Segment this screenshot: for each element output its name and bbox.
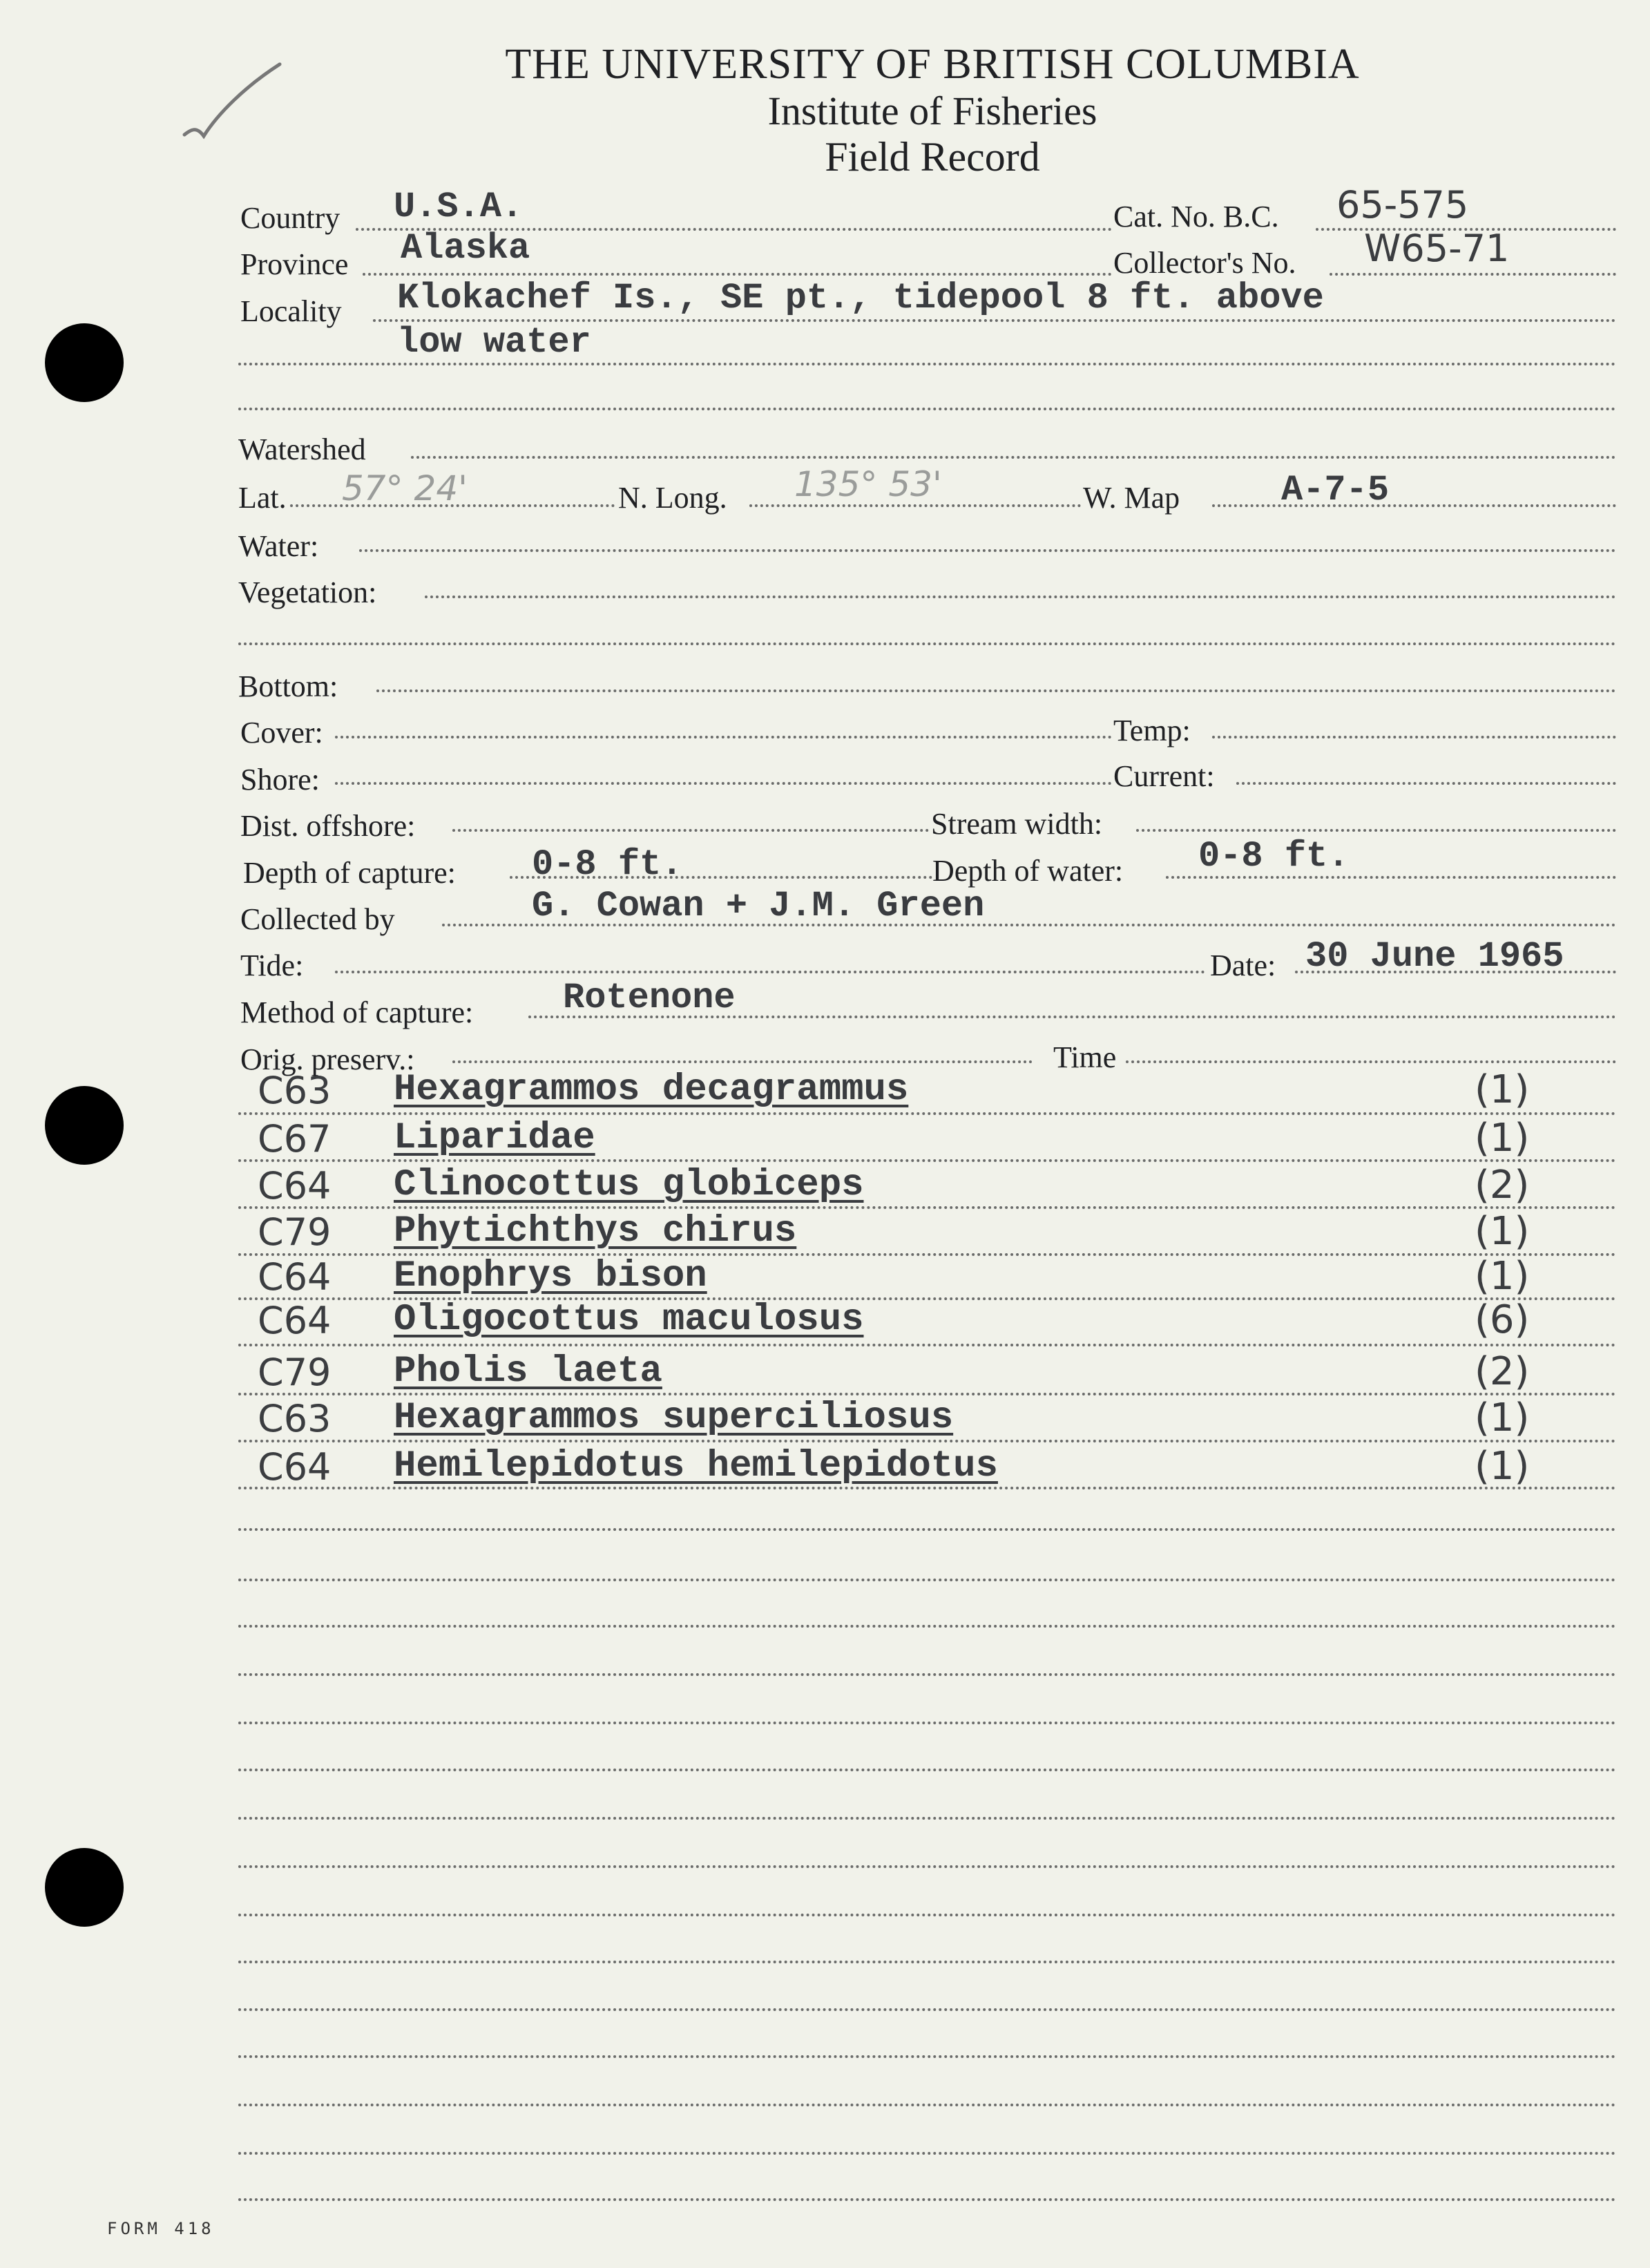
n-long-label: N. Long. [618, 481, 727, 515]
orig-preserv-label: Orig. preserv.: [240, 1042, 415, 1076]
specimen-name: Hexagrammos superciliosus [394, 1397, 954, 1439]
blank-line [238, 1817, 1616, 1820]
specimen-code: C64 [258, 1164, 332, 1208]
lat-value: 57° 24' [342, 468, 468, 508]
shore-line [335, 782, 1112, 785]
depth-of-capture-value: 0-8 ft. [532, 844, 683, 885]
blank-line [238, 1961, 1616, 1963]
current-label: Current: [1113, 759, 1215, 793]
watershed-label: Watershed [238, 432, 366, 466]
depth-of-water-label: Depth of water: [932, 854, 1124, 888]
map-line [1212, 504, 1616, 507]
specimen-code: C64 [258, 1255, 332, 1299]
specimen-count: (2) [1475, 1163, 1530, 1208]
specimen-count: (6) [1475, 1297, 1530, 1342]
locality-value-line2: low water [397, 322, 591, 363]
specimen-code: C64 [258, 1299, 332, 1342]
temp-line [1212, 736, 1616, 738]
specimen-name: Clinocottus globiceps [394, 1164, 864, 1206]
temp-label: Temp: [1113, 714, 1191, 747]
collected-by-value: G. Cowan + J.M. Green [532, 886, 985, 926]
locality-value-line1: Klokachef Is., SE pt., tidepool 8 ft. above [397, 278, 1324, 318]
blank-line [238, 2104, 1616, 2106]
method-of-capture-value: Rotenone [563, 978, 736, 1018]
stream-width-line [1136, 829, 1616, 832]
specimen-code: C63 [258, 1069, 332, 1112]
orig-preserv-line [452, 1060, 1033, 1063]
time-label: Time [1053, 1040, 1117, 1074]
specimen-name: Liparidae [394, 1117, 595, 1159]
specimen-count: (1) [1475, 1067, 1530, 1112]
dist-offshore-line [452, 829, 929, 832]
specimen-code: C67 [258, 1117, 332, 1161]
specimen-name: Hemilepidotus hemilepidotus [394, 1445, 998, 1487]
cat-no-value: 65-575 [1336, 183, 1469, 227]
locality-line-2 [238, 363, 1616, 365]
specimen-count: (2) [1475, 1349, 1530, 1394]
specimen-row-line [238, 1206, 1616, 1209]
blank-line [238, 1528, 1616, 1531]
blank-line [238, 1865, 1616, 1868]
binder-hole-bottom [45, 1848, 124, 1927]
lat-label: Lat. [238, 481, 287, 515]
blank-line [238, 2152, 1616, 2155]
specimen-name: Pholis laeta [394, 1351, 662, 1393]
long-value: 135° 53' [794, 464, 942, 504]
blank-line [238, 1579, 1616, 1581]
blank-line [238, 1625, 1616, 1628]
province-label: Province [240, 247, 349, 281]
stream-width-label: Stream width: [931, 807, 1103, 841]
province-line [363, 273, 1112, 276]
record-title: Field Record [825, 134, 1040, 180]
blank-line [238, 1673, 1616, 1676]
specimen-row-line [238, 1487, 1616, 1489]
vegetation-label: Vegetation: [238, 575, 377, 609]
specimen-count: (1) [1475, 1209, 1530, 1254]
shore-label: Shore: [240, 763, 320, 797]
institute-title: Institute of Fisheries [767, 88, 1097, 133]
bottom-line [376, 689, 1616, 692]
depth-of-water-value: 0-8 ft. [1198, 836, 1350, 877]
dist-offshore-label: Dist. offshore: [240, 809, 416, 843]
collectors-no-label: Collector's No. [1113, 246, 1296, 280]
bottom-label: Bottom: [238, 669, 338, 703]
collectors-no-value: W65-71 [1364, 227, 1510, 270]
blank-line [238, 2008, 1616, 2011]
form-number: FORM 418 [107, 2219, 215, 2238]
specimen-count: (1) [1475, 1395, 1530, 1440]
blank-line [238, 1914, 1616, 1916]
watershed-line [411, 456, 1616, 459]
tide-line [335, 971, 1205, 973]
university-title: THE UNIVERSITY OF BRITISH COLUMBIA [505, 41, 1360, 88]
blank-line [238, 2198, 1616, 2201]
locality-label: Locality [240, 294, 342, 328]
specimen-row-line [238, 1393, 1616, 1395]
collectors-no-line [1330, 273, 1616, 276]
specimen-row-line [238, 1159, 1616, 1162]
specimen-row-line [238, 1112, 1616, 1115]
collected-by-label: Collected by [240, 902, 395, 936]
specimen-code: C64 [258, 1445, 332, 1489]
water-label: Water: [238, 529, 319, 563]
map-value: A-7-5 [1281, 470, 1390, 511]
specimen-count: (1) [1475, 1116, 1530, 1161]
long-line [749, 504, 1081, 507]
binder-hole-middle [45, 1086, 124, 1165]
specimen-code: C79 [258, 1351, 332, 1394]
cover-label: Cover: [240, 716, 323, 750]
binder-hole-top [45, 323, 124, 402]
method-of-capture-label: Method of capture: [240, 995, 474, 1029]
specimen-name: Oligocottus maculosus [394, 1299, 864, 1341]
locality-line-3 [238, 408, 1616, 410]
specimen-count: (1) [1475, 1254, 1530, 1299]
cat-no-label: Cat. No. B.C. [1113, 200, 1279, 234]
specimen-name: Phytichthys chirus [394, 1210, 797, 1252]
specimen-code: C63 [258, 1397, 332, 1440]
vegetation-line-1 [425, 595, 1616, 598]
specimen-name: Enophrys bison [394, 1255, 707, 1297]
blank-line [238, 2055, 1616, 2058]
specimen-row-line [238, 1440, 1616, 1442]
date-value: 30 June 1965 [1305, 936, 1564, 977]
blank-line [238, 1722, 1616, 1724]
cover-line [335, 736, 1112, 738]
specimen-count: (1) [1475, 1444, 1530, 1489]
province-value: Alaska [401, 228, 530, 269]
country-label: Country [240, 201, 340, 235]
current-line [1236, 782, 1616, 785]
blank-line [238, 1769, 1616, 1771]
vegetation-line-2 [238, 642, 1616, 645]
w-map-label: W. Map [1083, 481, 1180, 515]
tide-label: Tide: [240, 949, 304, 982]
country-value: U.S.A. [394, 187, 524, 227]
time-line [1126, 1060, 1616, 1063]
specimen-code: C79 [258, 1210, 332, 1254]
specimen-name: Hexagrammos decagrammus [394, 1069, 909, 1111]
date-label: Date: [1210, 949, 1276, 982]
water-line [359, 549, 1616, 552]
specimen-row-line [238, 1344, 1616, 1346]
depth-of-capture-label: Depth of capture: [243, 856, 456, 890]
